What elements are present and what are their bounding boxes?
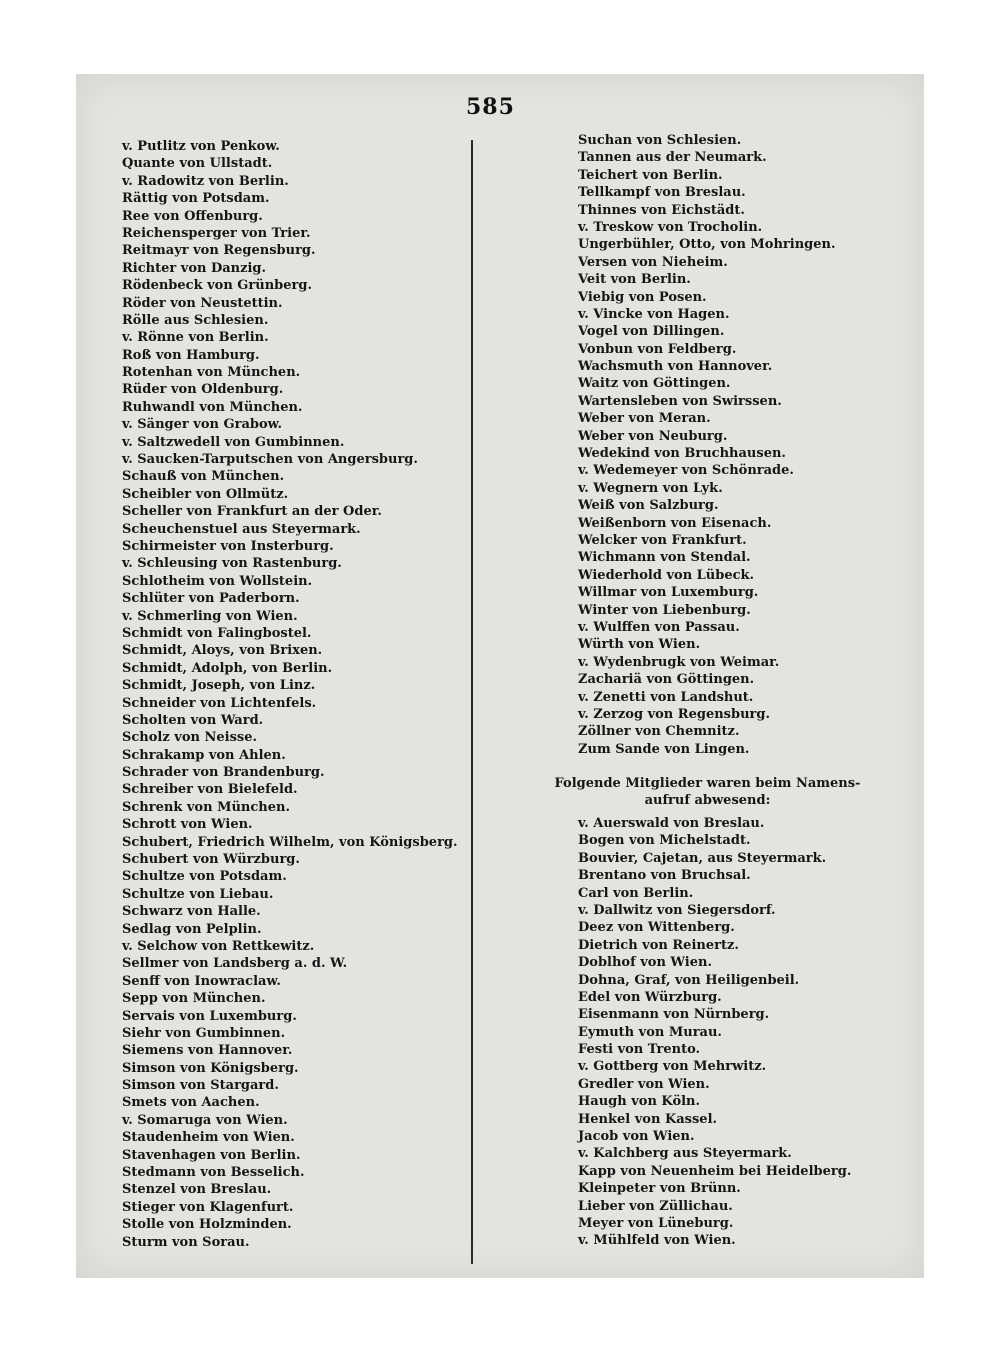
- member-entry: v. Saltzwedell von Gumbinnen.: [122, 434, 345, 450]
- member-list-right: [578, 132, 836, 758]
- member-entry: Scholz von Neisse.: [122, 730, 258, 746]
- member-entry: Ruhwandl von München.: [122, 399, 303, 415]
- absent-heading-line-1: Folgende Mitglieder waren beim Namens-: [554, 776, 861, 791]
- absent-member-entry: Kleinpeter von Brünn.: [578, 1181, 741, 1197]
- member-entry: Simson von Königsberg.: [122, 1060, 299, 1076]
- member-entry: Schrakamp von Ahlen.: [122, 747, 286, 763]
- absent-member-entry: v. Auerswald von Breslau.: [578, 816, 765, 831]
- member-entry: Schmidt von Falingbostel.: [122, 625, 312, 641]
- member-entry: Schubert von Würzburg.: [122, 852, 300, 868]
- absent-member-entry: Edel von Würzburg.: [578, 989, 722, 1005]
- absent-members-heading: [510, 775, 905, 809]
- member-entry: Veit von Berlin.: [578, 272, 691, 288]
- member-entry: Schlotheim von Wollstein.: [122, 573, 313, 589]
- member-entry: Rättig von Potsdam.: [122, 191, 270, 207]
- member-entry: Suchan von Schlesien.: [578, 133, 742, 148]
- member-entry: Ree von Offenburg.: [122, 208, 263, 224]
- member-entry: Weiß von Salzburg.: [578, 498, 719, 514]
- absent-member-entry: Meyer von Lüneburg.: [578, 1215, 734, 1231]
- absent-member-entry: Lieber von Züllichau.: [578, 1198, 733, 1214]
- absent-member-list: [578, 815, 851, 1250]
- member-entry: Schubert, Friedrich Wilhelm, von Königsberg.: [122, 834, 458, 850]
- member-entry: Zum Sande von Lingen.: [578, 741, 750, 757]
- member-entry: Sellmer von Landsberg a. d. W.: [122, 956, 348, 972]
- member-entry: Schwarz von Halle.: [122, 904, 261, 920]
- member-entry: Smets von Aachen.: [122, 1095, 260, 1111]
- member-entry: Siehr von Gumbinnen.: [122, 1025, 286, 1041]
- member-entry: Reitmayr von Regensburg.: [122, 243, 316, 259]
- member-entry: Schrott von Wien.: [122, 817, 253, 833]
- member-entry: Rölle aus Schlesien.: [122, 312, 269, 328]
- member-entry: Richter von Danzig.: [122, 260, 267, 276]
- member-entry: Wartensleben von Swirssen.: [578, 393, 782, 409]
- member-entry: Schultze von Potsdam.: [122, 869, 287, 885]
- member-entry: Scheller von Frankfurt an der Oder.: [122, 504, 382, 520]
- member-entry: Scheibler von Ollmütz.: [122, 486, 289, 502]
- absent-member-entry: Eisenmann von Nürnberg.: [578, 1007, 770, 1023]
- member-entry: Weber von Meran.: [578, 411, 711, 427]
- member-entry: Stavenhagen von Berlin.: [122, 1147, 301, 1163]
- member-entry: v. Selchow von Rettkewitz.: [122, 938, 315, 954]
- absent-member-entry: Doblhof von Wien.: [578, 955, 712, 971]
- member-entry: Sedlag von Pelplin.: [122, 921, 262, 937]
- member-entry: Vonbun von Feldberg.: [578, 341, 737, 357]
- member-entry: Servais von Luxemburg.: [122, 1008, 297, 1024]
- absent-member-entry: Henkel von Kassel.: [578, 1111, 718, 1127]
- member-entry: Ungerbühler, Otto, von Mohringen.: [578, 237, 836, 253]
- member-entry: Rödenbeck von Grünberg.: [122, 278, 312, 294]
- member-entry: v. Zenetti von Landshut.: [578, 689, 754, 705]
- column-divider: [471, 140, 473, 1264]
- member-entry: Teichert von Berlin.: [578, 167, 723, 183]
- page-number: 585: [466, 94, 515, 120]
- member-entry: Viebig von Posen.: [578, 289, 707, 305]
- member-entry: Stenzel von Breslau.: [122, 1182, 272, 1198]
- member-entry: Schneider von Lichtenfels.: [122, 695, 317, 711]
- absent-member-entry: Kapp von Neuenheim bei Heidelberg.: [578, 1163, 852, 1179]
- absent-member-entry: Bogen von Michelstadt.: [578, 833, 751, 849]
- member-entry: Welcker von Frankfurt.: [578, 532, 747, 548]
- absent-member-entry: Eymuth von Murau.: [578, 1024, 722, 1040]
- member-entry: Thinnes von Eichstädt.: [578, 202, 745, 218]
- member-entry: Stieger von Klagenfurt.: [122, 1199, 294, 1215]
- member-entry: Siemens von Hannover.: [122, 1043, 293, 1059]
- member-entry: v. Wulffen von Passau.: [578, 619, 740, 635]
- absent-member-entry: Deez von Wittenberg.: [578, 920, 735, 936]
- member-entry: Schmidt, Joseph, von Linz.: [122, 678, 316, 694]
- member-entry: Schlüter von Paderborn.: [122, 591, 300, 607]
- absent-member-entry: v. Mühlfeld von Wien.: [578, 1233, 736, 1249]
- absent-member-entry: Bouvier, Cajetan, aus Steyermark.: [578, 850, 827, 866]
- member-entry: Staudenheim von Wien.: [122, 1130, 295, 1146]
- member-entry: v. Saucken-Tarputschen von Angersburg.: [122, 452, 418, 468]
- absent-member-entry: Dohna, Graf, von Heiligenbeil.: [578, 972, 800, 988]
- member-entry: Sturm von Sorau.: [122, 1234, 250, 1250]
- member-entry: Tellkampf von Breslau.: [578, 185, 746, 201]
- member-entry: Winter von Liebenburg.: [578, 602, 751, 618]
- member-entry: Stedmann von Besselich.: [122, 1165, 305, 1181]
- member-entry: v. Schmerling von Wien.: [122, 608, 298, 624]
- member-entry: Schauß von München.: [122, 469, 285, 485]
- absent-member-entry: v. Gottberg von Mehrwitz.: [578, 1059, 767, 1075]
- member-entry: Wichmann von Stendal.: [578, 550, 751, 566]
- absent-member-entry: Carl von Berlin.: [578, 885, 694, 901]
- member-entry: Weber von Neuburg.: [578, 428, 728, 444]
- member-entry: v. Putlitz von Penkow.: [122, 139, 280, 154]
- member-entry: Schmidt, Adolph, von Berlin.: [122, 660, 333, 676]
- absent-heading-line-2: aufruf abwesend:: [644, 793, 771, 808]
- absent-member-entry: Gredler von Wien.: [578, 1076, 710, 1092]
- member-entry: Schreiber von Bielefeld.: [122, 782, 298, 798]
- member-entry: v. Wegnern von Lyk.: [578, 480, 723, 496]
- member-entry: Scholten von Ward.: [122, 712, 264, 728]
- member-entry: Vogel von Dillingen.: [578, 324, 725, 340]
- member-entry: Rüder von Oldenburg.: [122, 382, 284, 398]
- member-entry: Schultze von Liebau.: [122, 886, 274, 902]
- member-entry: Schirmeister von Insterburg.: [122, 538, 334, 554]
- member-entry: v. Zerzog von Regensburg.: [578, 706, 770, 722]
- member-entry: Simson von Stargard.: [122, 1078, 279, 1094]
- absent-member-entry: v. Dallwitz von Siegersdorf.: [578, 902, 776, 918]
- member-entry: Versen von Nieheim.: [578, 254, 728, 270]
- member-entry: Schrader von Brandenburg.: [122, 765, 325, 781]
- member-entry: Weißenborn von Eisenach.: [578, 515, 772, 531]
- member-entry: v. Radowitz von Berlin.: [122, 173, 289, 189]
- member-entry: v. Rönne von Berlin.: [122, 330, 269, 346]
- absent-member-entry: Dietrich von Reinertz.: [578, 937, 739, 953]
- member-entry: Wiederhold von Lübeck.: [578, 567, 755, 583]
- absent-member-entry: v. Kalchberg aus Steyermark.: [578, 1146, 792, 1162]
- member-entry: Rotenhan von München.: [122, 365, 301, 381]
- member-entry: Würth von Wien.: [578, 637, 701, 653]
- member-entry: Schrenk von München.: [122, 799, 290, 815]
- member-entry: v. Schleusing von Rastenburg.: [122, 556, 342, 572]
- member-entry: Zöllner von Chemnitz.: [578, 724, 740, 740]
- member-entry: Röder von Neustettin.: [122, 295, 283, 311]
- absent-member-entry: Haugh von Köln.: [578, 1094, 701, 1110]
- member-entry: v. Wedemeyer von Schönrade.: [578, 463, 794, 479]
- member-entry: v. Treskow von Trocholin.: [578, 219, 763, 235]
- member-entry: v. Vincke von Hagen.: [578, 306, 730, 322]
- member-entry: v. Wydenbrugk von Weimar.: [578, 654, 780, 670]
- member-entry: Waitz von Göttingen.: [578, 376, 731, 392]
- member-entry: Wachsmuth von Hannover.: [578, 359, 773, 375]
- member-entry: Wedekind von Bruchhausen.: [578, 446, 786, 462]
- member-entry: Quante von Ullstadt.: [122, 156, 273, 172]
- member-entry: Schmidt, Aloys, von Brixen.: [122, 643, 323, 659]
- member-entry: Zachariä von Göttingen.: [578, 672, 755, 688]
- member-entry: v. Somaruga von Wien.: [122, 1112, 288, 1128]
- member-entry: Reichensperger von Trier.: [122, 225, 311, 241]
- absent-member-entry: Jacob von Wien.: [578, 1129, 695, 1145]
- member-entry: Tannen aus der Neumark.: [578, 150, 767, 166]
- absent-member-entry: Festi von Trento.: [578, 1042, 701, 1058]
- absent-member-entry: Brentano von Bruchsal.: [578, 868, 751, 884]
- member-entry: Willmar von Luxemburg.: [578, 585, 759, 601]
- member-entry: v. Sänger von Grabow.: [122, 417, 283, 433]
- member-entry: Senff von Inowraclaw.: [122, 973, 281, 989]
- member-entry: Sepp von München.: [122, 991, 266, 1007]
- member-entry: Stolle von Holzminden.: [122, 1217, 292, 1233]
- member-entry: Roß von Hamburg.: [122, 347, 260, 363]
- member-entry: Scheuchenstuel aus Steyermark.: [122, 521, 361, 537]
- member-list-left: [122, 138, 458, 1251]
